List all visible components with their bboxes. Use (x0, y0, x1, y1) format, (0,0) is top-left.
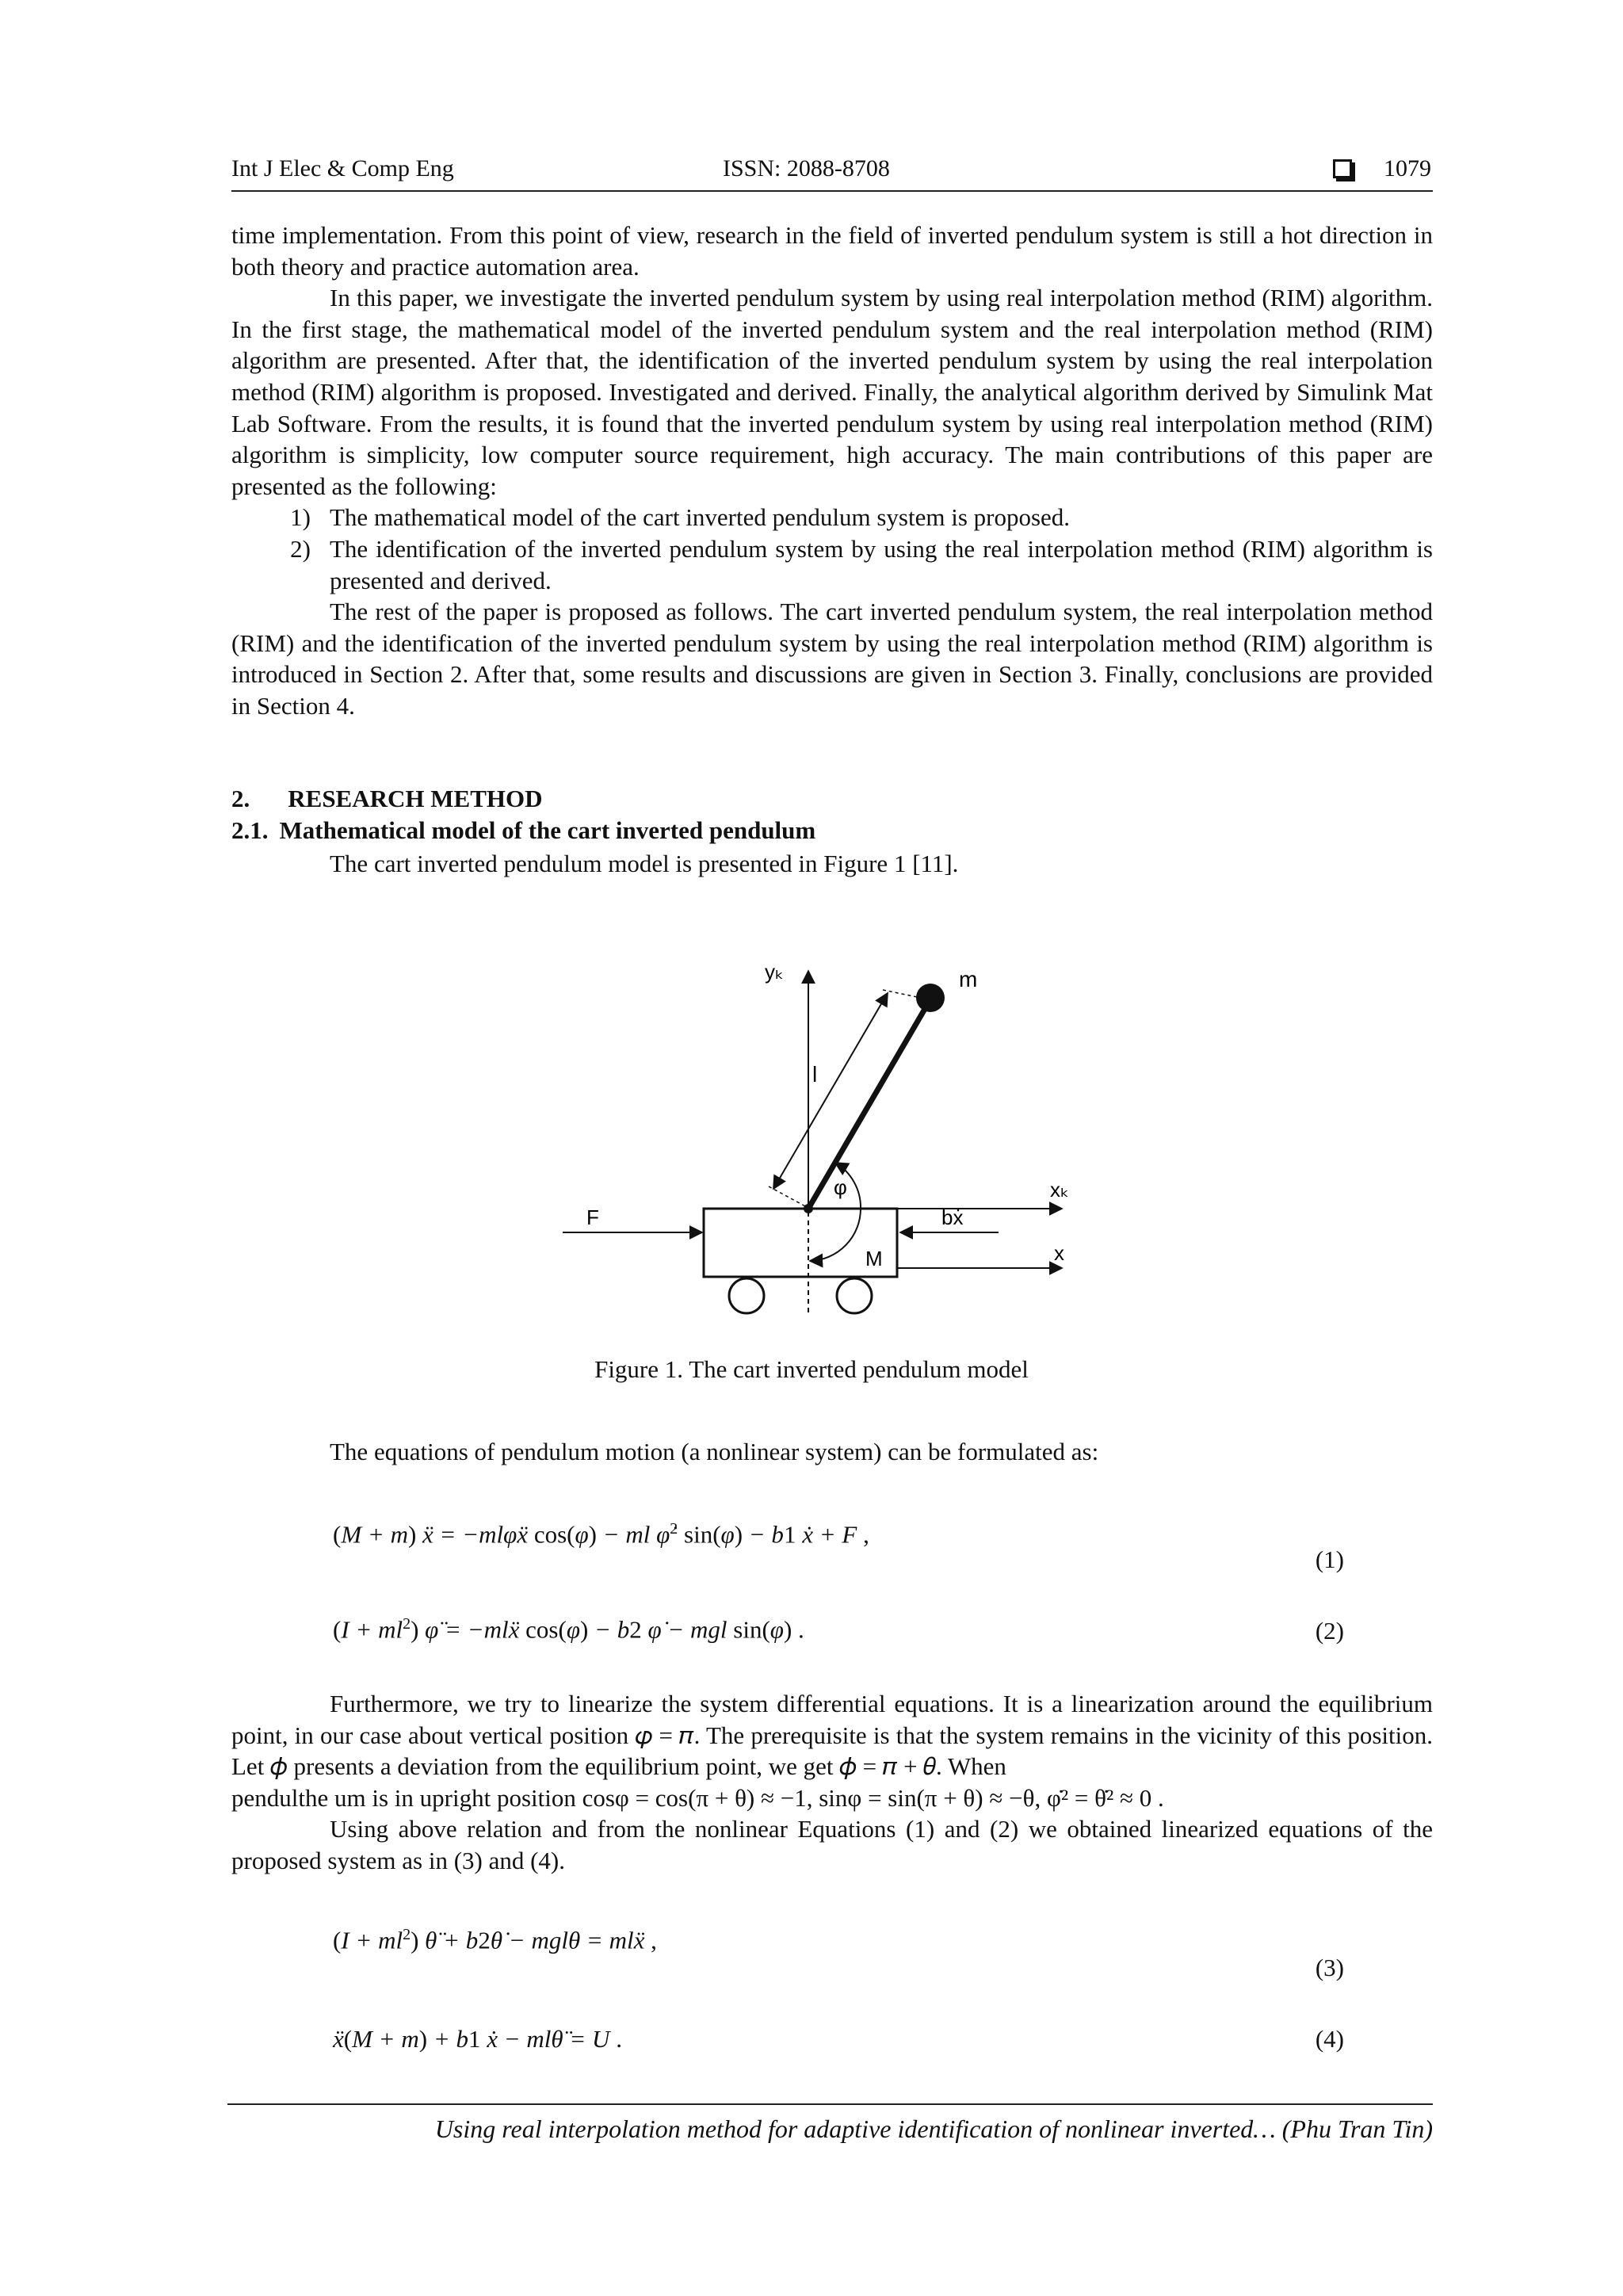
length-label: l (812, 1062, 818, 1087)
list-number: 1) (290, 503, 311, 532)
yk-label: yₖ (765, 960, 785, 984)
force-label: F (586, 1205, 599, 1229)
subsection-heading (231, 816, 815, 845)
length-extension-line (769, 1186, 807, 1207)
equation-3-number: (3) (1315, 1954, 1344, 1981)
pendulum-rod (808, 999, 930, 1209)
section-heading (231, 785, 542, 813)
figure-intro (231, 848, 1433, 880)
list-number: 2) (290, 534, 311, 563)
equation-1: (M + m) ẍ = −mlφẍ cos(φ) − ml φ̇$^2$ sin(φ) − b1 ẋ + F , (333, 1520, 869, 1549)
running-header (231, 152, 1433, 192)
equation-4-number: (4) (1315, 2025, 1344, 2053)
intro-paragraph-1: time implementation. From this point of view, research in the field of inverted pendulum system is still a hot direction in both theory and practice automation area. (231, 221, 1433, 281)
linearization-last-line: pendulthe um is in upright position cosφ = cos(π + θ) ≈ −1, sinφ = sin(π + θ) ≈ −θ, φ̇² = θ̇² ≈ 0 . (231, 1783, 1164, 1812)
figure-intro-line: The cart inverted pendulum model is presented in Figure 1 [11]. (330, 850, 959, 877)
equation-4: ẍ(M + m) + b1 ẋ − mlθ̈ = U . (333, 2025, 622, 2053)
linearization-text (231, 1688, 1433, 1877)
subsection-title: Mathematical model of the cart inverted pendulum (279, 816, 816, 844)
page-number-group (1333, 155, 1431, 182)
list-item (231, 502, 1433, 533)
pivot-point (804, 1204, 813, 1213)
page-number: 1079 (1384, 155, 1431, 181)
intro-block (231, 220, 1433, 722)
linearized-equations-paragraph: Using above relation and from the nonlinear Equations (1) and (2) we obtained linearized equations of the proposed system as in (3) and (4). (231, 1815, 1433, 1874)
cart-wheel-left (729, 1278, 764, 1313)
length-extension-line (883, 990, 921, 998)
intro-paragraph-2: In this paper, we investigate the inverted pendulum system by using real interpolation method (RIM) algorithm. In the first stage, the mathematical model of the inverted pendulum system and the real interpolation method (RIM) algorithm are presented. After that, the identification of the inverted pendulum system by using the real interpolation method (RIM) algorithm is proposed. Investigated and derived. Finally, the analytical algorithm derived by Simulink Mat Lab Software. From the results, it is found that the inverted pendulum system by using real interpolation method (RIM) algorithm is simplicity, low computer source requirement, high accuracy. The main contributions of this paper are presented as the following: (231, 284, 1433, 500)
issn: ISSN: 2088-8708 (723, 155, 890, 181)
section-number: 2. (231, 785, 250, 812)
angle-label: φ (834, 1175, 847, 1199)
length-dimension (773, 993, 888, 1189)
equations-lead (231, 1436, 1433, 1468)
list-text: The mathematical model of the cart inverted pendulum system is proposed. (330, 503, 1071, 532)
subsection-number: 2.1. (231, 816, 269, 844)
equation-1-number: (1) (1315, 1545, 1344, 1573)
equation-2: $(I + ml^2)$ φ̈ = −mlẍ cos(φ) − b2 φ̇ − mgl sin(φ) . (333, 1615, 804, 1644)
list-item (231, 533, 1433, 596)
footer-rule (227, 2103, 1433, 2105)
equation-2-number: (2) (1315, 1617, 1344, 1645)
equations-lead-line: The equations of pendulum motion (a nonlinear system) can be formulated as: (330, 1438, 1099, 1465)
journal-name: Int J Elec & Comp Eng (231, 155, 454, 181)
intro-paragraph-3: The rest of the paper is proposed as follows. The cart inverted pendulum system, the real interpolation method (RIM) and the identification of the inverted pendulum system by using the real interpolation method (RIM) algorithm is introduced in Section 2. After that, some results and discussions are given in Section 3. Finally, conclusions are provided in Section 4. (231, 598, 1433, 720)
friction-label: bẋ (941, 1205, 964, 1229)
running-footer: Using real interpolation method for adaptive identification of nonlinear inverted… (Phu Tran Tin) (434, 2115, 1433, 2143)
cart-wheel-right (837, 1278, 872, 1313)
cart-mass-label: M (865, 1247, 883, 1270)
list-text: The identification of the inverted pendulum system by using the real interpolation method (RIM) algorithm is presented and derived. (330, 534, 1433, 594)
square-bullet-icon (1333, 159, 1352, 178)
x-label: x (1054, 1241, 1064, 1265)
xk-label: xₖ (1050, 1178, 1070, 1201)
equation-3: $(I + ml^2)$ θ̈ + b2θ̇ − mglθ = mlẍ , (333, 1926, 657, 1954)
mass-label: m (959, 967, 978, 991)
linearization-paragraph: Furthermore, we try to linearize the system differential equations. It is a linearization around the equilibrium point, in our case about vertical position 𝜑 = 𝜋. The prerequisite is that the system remains in the vicinity of this position. Let 𝜙 presents a deviation from the equilibrium point, we get 𝜙 = 𝜋 + 𝜃. When (231, 1690, 1433, 1781)
figure-caption: Figure 1. The cart inverted pendulum model (594, 1355, 1029, 1383)
section-title: RESEARCH METHOD (288, 785, 543, 812)
cart-pendulum-figure (555, 947, 1109, 1328)
